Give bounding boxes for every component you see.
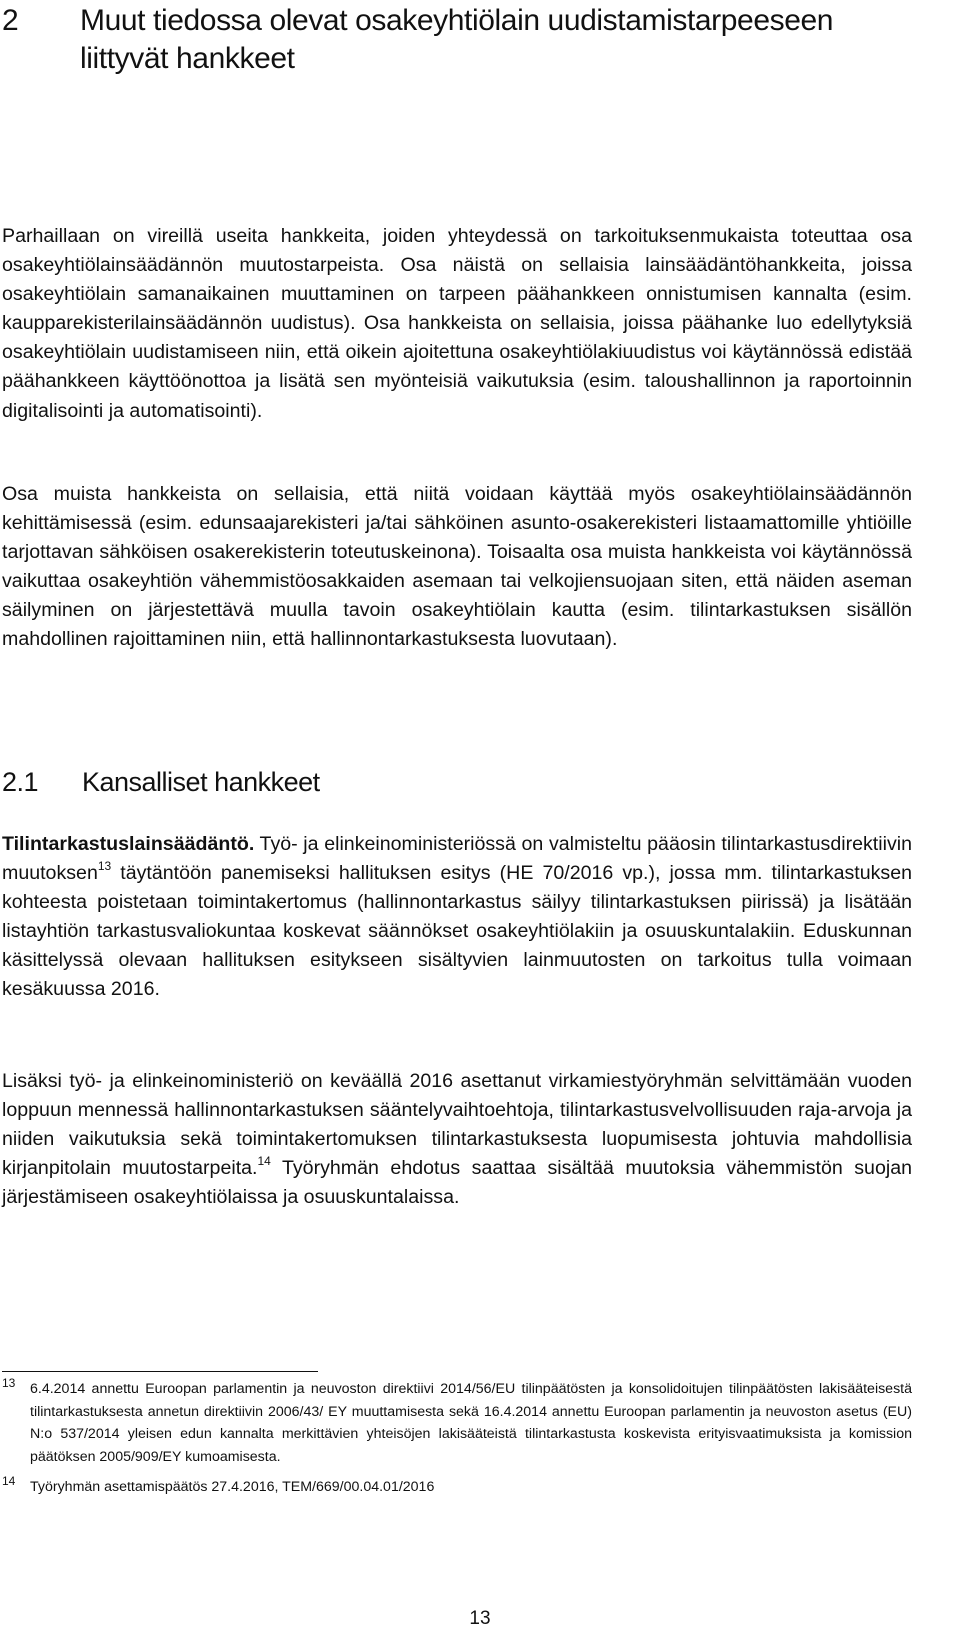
- paragraph-3: [2, 830, 912, 1005]
- paragraph-3-text-b: täytäntöön panemiseksi hallituksen esitys (HE 70/2016 vp.), jossa mm. tilintarkastuksen kohteesta poistetaan toimintakertomus (hallinnontarkastus säilyy tilintarkastuksen piirissä) ja lisätään listayhtiön tarkastusvaliokuntaa koskevat säännökset osakeyhtiölakiin ja osuuskuntalakiin. Eduskunnan käsittelyssä olevaan hallituksen esitykseen sisältyvien lainmuutosten on tarkoitus tulla voimaan kesäkuussa 2016.: [2, 862, 912, 1001]
- footnote-text: Työryhmän asettamispäätös 27.4.2016, TEM/669/00.04.01/2016: [30, 1479, 435, 1495]
- section-title: Muut tiedossa olevat osakeyhtiölain uudistamistarpeeseen liittyvät hankkeet: [80, 4, 834, 75]
- footnotes: [0, 1378, 912, 1499]
- section-number: 2: [2, 4, 19, 37]
- paragraph-4-text-b: Työryhmän ehdotus saattaa sisältää muutoksia vähemmistön suojan järjestämiseen osakeyhtiölaissa ja osuuskuntalaissa.: [2, 1157, 912, 1209]
- paragraph-2: Osa muista hankkeista on sellaisia, että niitä voidaan käyttää myös osakeyhtiölainsäädännön kehittämisessä (esim. edunsaajarekisteri ja/tai sähköinen asunto-osakerekisteri listaamattomille yhtiöille tarjottavan sähköisen osakerekisterin toteutuskeinona). Toisaalta osa muista hankkeista voi käytännössä vaikuttaa osakeyhtiön vähemmistöosakkaiden asemaan tai velkojiensuojaan siten, että näiden aseman säilyminen on järjestettävä muulla tavoin osakeyhtiölain kautta (esim. tilintarkastuksen sisällön mahdollinen rajoittaminen niin, että hallinnontarkastuksesta luovutaan).: [2, 483, 912, 651]
- footnote-divider: [2, 1371, 318, 1372]
- subsection-number: 2.1: [2, 767, 39, 797]
- paragraph-4-text-a: Lisäksi työ- ja elinkeinoministeriö on keväällä 2016 asettanut virkamiestyöryhmän selvittämään vuoden loppuun mennessä hallinnontarkastuksen sääntelyvaihtoehtoja, tilintarkastusvelvollisuuden raja-arvoja ja niiden vaikutuksia sekä toimintakertomuksen tilintarkastuksesta luopumisesta johtuvia mahdollisia kirjanpitolain muutostarpeita.: [2, 1070, 912, 1180]
- page-number: 13: [469, 1608, 491, 1629]
- footnote-text: 6.4.2014 annettu Euroopan parlamentin ja neuvoston direktiivi 2014/56/EU tilinpäätösten ja konsolidoitujen tilinpäätösten lakisääteisestä tilintarkastuksesta annetun direktiivin 2006/43/ EY muuttamisesta sekä 16.4.2014 annettu Euroopan parlamentin ja neuvoston asetus (EU) N:o 537/2014 yleisen edun kannalta merkittävien yhteisöjen lakisääteistä tilintarkastusta koskevista erityisvaatimuksista ja komission päätöksen 2005/909/EY kumoamisesta.: [30, 1381, 912, 1465]
- footnote-ref-14[interactable]: 14: [257, 1154, 271, 1169]
- subsection-title: Kansalliset hankkeet: [82, 767, 320, 797]
- paragraph-3-lead: Tilintarkastuslainsäädäntö.: [2, 833, 255, 855]
- footnote-number: 13: [2, 1376, 16, 1390]
- footnote-number: 14: [2, 1474, 16, 1488]
- footnote-13: [0, 1378, 912, 1468]
- footnote-14: [0, 1476, 912, 1499]
- paragraph-3-text-a: Työ- ja elinkeinoministeriössä on valmisteltu pääosin tilintarkastusdirektiivin muutoksen: [2, 833, 912, 885]
- footnote-ref-13[interactable]: 13: [97, 859, 112, 874]
- paragraph-4: [2, 1067, 912, 1212]
- paragraph-1: Parhaillaan on vireillä useita hankkeita, joiden yhteydessä on tarkoituksenmukaista toteuttaa osa osakeyhtiölainsäädännön muutostarpeista. Osa näistä on sellaisia lainsäädäntöhankkeita, joissa osakeyhtiölain samanaikainen muuttaminen on tarpeen päähankkeen onnistumisen kannalta (esim. kaupparekisterilainsäädännön uudistus). Osa hankkeista on sellaisia, joissa päähanke luo edellytyksiä osakeyhtiölain uudistamiseen niin, että oikein ajoitettuna osakeyhtiölakiuudistus voi käytännössä edistää päähankkeen käyttöönottoa ja lisätä sen myönteisiä vaikutuksia (esim. taloushallinnon ja raportoinnin digitalisointi ja automatisointi).: [2, 225, 912, 422]
